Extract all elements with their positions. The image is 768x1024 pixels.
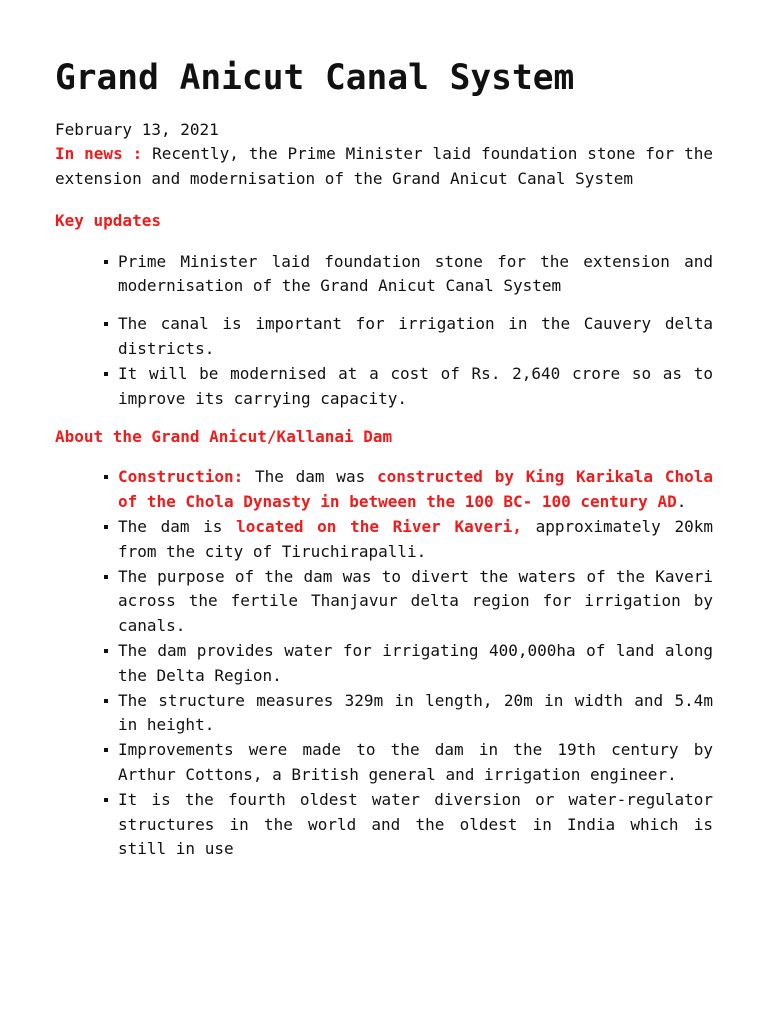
- construction-text-end: .: [676, 492, 687, 512]
- list-item: [118, 639, 713, 689]
- list-item: [118, 362, 713, 412]
- location-text: The dam is: [118, 516, 237, 536]
- list-item: [118, 515, 713, 565]
- page-title: Grand Anicut Canal System: [55, 58, 575, 98]
- bullet-icon: [104, 649, 108, 653]
- in-news-text: Recently, the Prime Minister laid foundation stone for the extension and modernisation of the Grand Anicut Canal System: [55, 144, 713, 188]
- bullet-icon: [104, 699, 108, 703]
- list-item: [118, 312, 713, 362]
- list-item: [118, 250, 713, 300]
- location-highlight: located on the River Kaveri,: [236, 516, 522, 536]
- bullet-icon: [104, 322, 108, 326]
- list-item-text: The dam provides water for irrigating 400,000ha of land along the Delta Region.: [118, 640, 713, 685]
- about-heading: About the Grand Anicut/Kallanai Dam: [55, 427, 393, 447]
- key-updates-list: [55, 250, 713, 412]
- list-item-text: It is the fourth oldest water diversion or water-regulator structures in the world and the oldest in India which is still in use: [118, 789, 713, 859]
- list-item-text: The purpose of the dam was to divert the waters of the Kaveri across the fertile Thanjavur delta region for irrigation by canals.: [118, 566, 713, 636]
- in-news-label: In news :: [55, 144, 143, 163]
- in-news-paragraph: [55, 142, 713, 192]
- list-item: [118, 738, 713, 788]
- list-item-text: The structure measures 329m in length, 20m in width and 5.4m in height.: [118, 690, 713, 735]
- bullet-icon: [104, 525, 108, 529]
- construction-text: The dam was: [243, 467, 377, 487]
- list-item-text: It will be modernised at a cost of Rs. 2,640 crore so as to improve its carrying capacity.: [118, 363, 713, 408]
- location-text-end: approximately 20km from the city of Tiruchirapalli.: [118, 516, 713, 561]
- list-item-text: Prime Minister laid foundation stone for the extension and modernisation of the Grand Anicut Canal System: [118, 251, 713, 296]
- construction-label: Construction:: [118, 467, 244, 487]
- about-list: [55, 465, 713, 862]
- list-item-text: The canal is important for irrigation in the Cauvery delta districts.: [118, 314, 713, 358]
- list-item-text: Improvements were made to the dam in the 19th century by Arthur Cottons, a British general and irrigation engineer.: [118, 740, 713, 784]
- list-item: [118, 689, 713, 739]
- bullet-icon: [104, 748, 108, 752]
- bullet-icon: [104, 260, 108, 264]
- list-item: [118, 788, 713, 862]
- bullet-icon: [104, 475, 108, 479]
- list-item: [118, 465, 713, 515]
- list-item: [118, 565, 713, 639]
- bullet-icon: [104, 575, 108, 579]
- construction-highlight: constructed by King Karikala Chola of the Chola Dynasty in between the 100 BC- 100 century AD: [118, 467, 713, 512]
- publish-date: February 13, 2021: [55, 120, 219, 139]
- key-updates-heading: Key updates: [55, 210, 161, 230]
- bullet-icon: [104, 372, 108, 376]
- bullet-icon: [104, 798, 108, 802]
